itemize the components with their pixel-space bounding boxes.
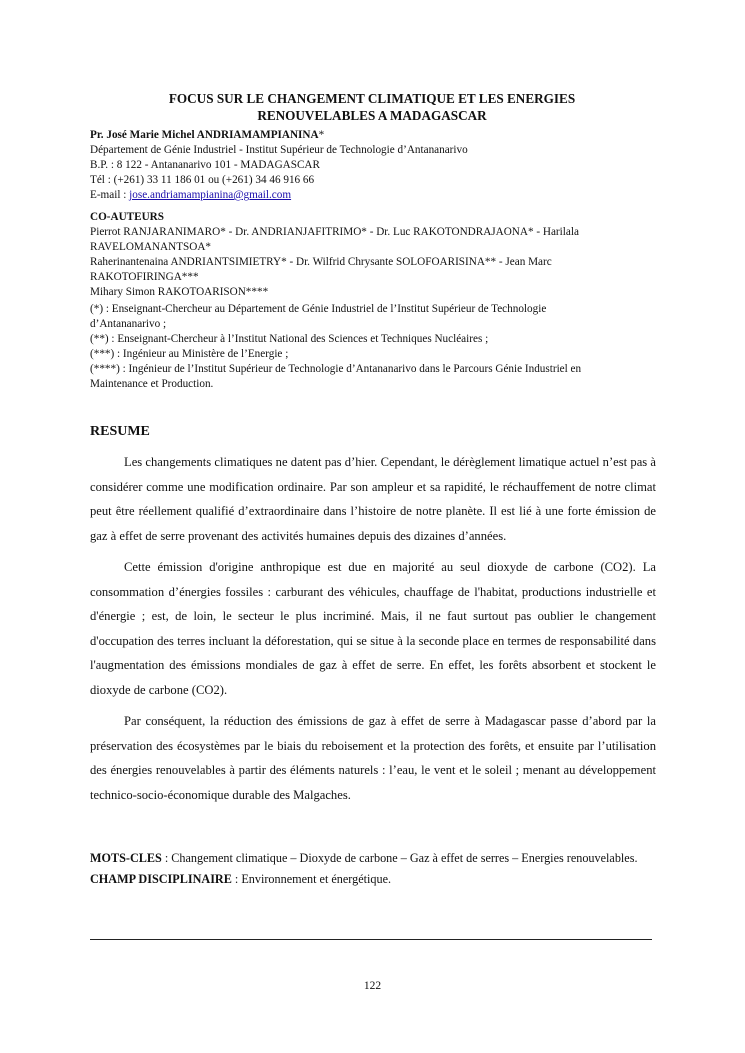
keywords-text: : Changement climatique – Dioxyde de carbone – Gaz à effet de serres – Energies renouvelables. [161,851,638,865]
resume-heading: RESUME [90,424,150,439]
discipline [90,871,656,887]
resume-paragraph-1: Les changements climatiques ne datent pas d’hier. Cependant, le dérèglement limatique actuel n’est pas à considérer comme une modification ordinaire. Par son ampleur et sa rapidité, le réchauffement de notre climat peut être réellement qualifié d’extraordinaire dans l’histoire de notre planète. Il est lié à une forte émission de gaz à effet de serre provenant des activités humaines depuis des dizaines d’années. [90,455,656,543]
affiliation-line: (****) : Ingénieur de l’Institut Supérieur de Technologie d’Antananarivo dans le Parcours Génie Industriel en [90,363,582,375]
keywords-label: MOTS-CLES [90,851,162,865]
affiliation-line: (***) : Ingénieur au Ministère de l’Energie ; [90,348,289,360]
resume-body [90,450,656,814]
author-phone: Tél : (+261) 33 11 186 01 ou (+261) 34 46 916 66 [90,174,315,186]
affiliation-line: (*) : Enseignant-Chercheur au Département de Génie Industriel de l’Institut Supérieur de Technologie [90,303,547,315]
affiliation-line: (**) : Enseignant-Chercheur à l’Institut National des Sciences et Techniques Nucléaires ; [90,333,489,345]
title-line-1: FOCUS SUR LE CHANGEMENT CLIMATIQUE ET LES ENERGIES [168,91,576,106]
resume-paragraph-3: Par conséquent, la réduction des émissions de gaz à effet de serre à Madagascar passe d’abord par la préservation des écosystèmes par le biais du reboisement et la protection des forêts, et ensuite par l’utilisation des énergies renouvelables à partir des éléments naturels : l’eau, le vent et le soleil ; menant au développement technico-socio-économique durable des Malgaches. [90,714,656,802]
resume-paragraph-2: Cette émission d'origine anthropique est due en majorité au seul dioxyde de carbone (CO2). La consommation d’énergies fossiles : carburant des véhicules, chauffage de l'habitat, productions industrielle et d'énergie ; est, de loin, le secteur le plus incriminé. Mais, il ne faut surtout pas oublier le changement d'occupation des terres incluant la déforestation, qui se situe à la seconde place en termes de responsabilité dans l'augmentation des émissions mondiales de gaz à effet de serre. En effet, les forêts absorbent et stockent le dioxyde de carbone (CO2). [90,560,656,697]
page-number: 122 [363,980,382,992]
discipline-text: : Environnement et énergétique. [231,872,392,886]
keywords [90,850,656,866]
author-mark: * [318,129,325,141]
coauthors-line: RAVELOMANANTSOA* [90,241,211,253]
author-postal: B.P. : 8 122 - Antananarivo 101 - MADAGASCAR [90,159,320,171]
email-label: E-mail : [90,189,130,201]
author-name: Pr. José Marie Michel ANDRIAMAMPIANINA [90,129,319,141]
email-link[interactable]: jose.andriamampianina@gmail.com [129,189,292,201]
discipline-label: CHAMP DISCIPLINAIRE [90,872,232,886]
footer-rule [90,939,652,940]
coauthors-block [90,210,660,300]
coauthors-line: Pierrot RANJARANIMARO* - Dr. ANDRIANJAFITRIMO* - Dr. Luc RAKOTONDRAJAONA* - Harilala [90,226,579,238]
title-line-2: RENOUVELABLES A MADAGASCAR [257,108,487,123]
affiliation-line: Maintenance et Production. [90,378,214,390]
affiliations-block [90,302,660,392]
author-block [90,128,660,203]
paper-title [92,90,652,124]
coauthors-line: Raherinantenaina ANDRIANTSIMIETRY* - Dr. Wilfrid Chrysante SOLOFOARISINA** - Jean Marc [90,256,552,268]
coauthors-line: RAKOTOFIRINGA*** [90,271,199,283]
coauthors-heading: CO-AUTEURS [90,211,164,223]
author-department: Département de Génie Industriel - Institut Supérieur de Technologie d’Antananarivo [90,144,468,156]
affiliation-line: d’Antananarivo ; [90,318,167,330]
coauthors-line: Mihary Simon RAKOTOARISON**** [90,286,269,298]
keywords-block [90,850,656,892]
